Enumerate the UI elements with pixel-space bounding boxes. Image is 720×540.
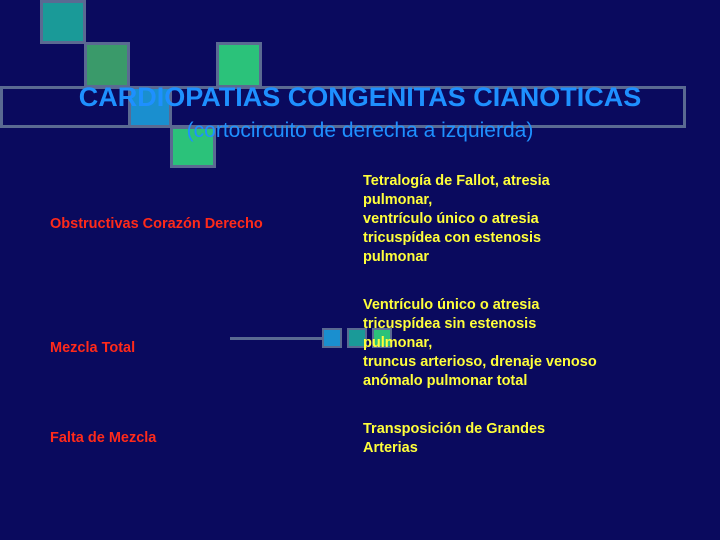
category-label-mezcla-total: Mezcla Total xyxy=(50,340,136,356)
category-description-falta-de-mezcla: Transposición de Grandes Arterias xyxy=(363,421,546,456)
category-label-falta-de-mezcla: Falta de Mezcla xyxy=(50,430,157,446)
slide-subtitle: (cortocircuito de derecha a izquierda) xyxy=(186,119,534,142)
category-description-mezcla-total: Ventrículo único o atresia tricuspídea sin estenosis pulmonar, truncus arterioso, drenaje venoso anómalo pulmonar total xyxy=(363,297,597,389)
decor-line xyxy=(230,337,330,340)
decor-square xyxy=(322,328,342,348)
slide-title: CARDIOPATIAS CONGENITAS CIANOTICAS xyxy=(78,82,642,112)
category-description-obstructivas: Tetralogía de Fallot, atresia pulmonar, ventrículo único o atresia tricuspídea con estenosis pulmonar xyxy=(363,173,550,265)
decor-square xyxy=(40,0,86,44)
category-label-obstructivas: Obstructivas Corazón Derecho xyxy=(50,216,263,232)
